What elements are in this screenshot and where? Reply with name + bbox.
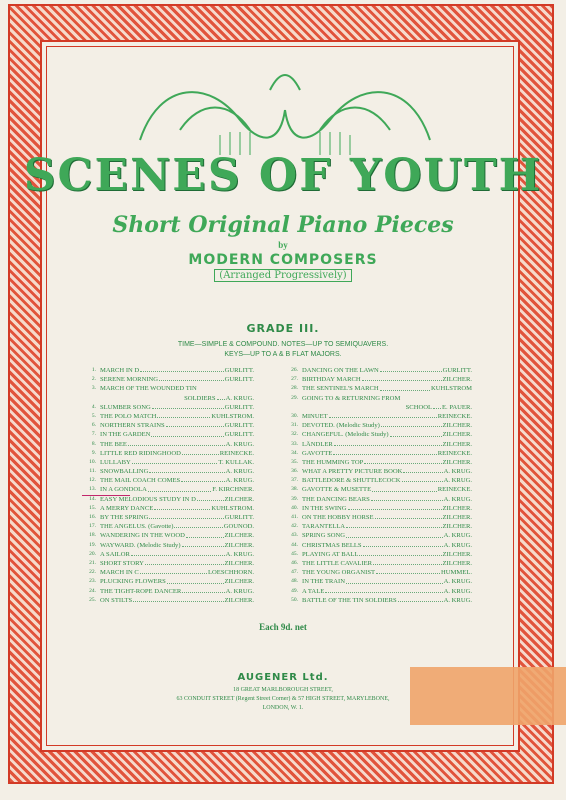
item-title-cont: SCHOOL: [405, 403, 433, 411]
item-title: NORTHERN STRAINS: [100, 422, 165, 430]
item-title: IN THE GARDEN: [100, 431, 151, 439]
grade-heading: GRADE III.: [246, 322, 320, 335]
item-composer: T. KULLAK.: [218, 458, 254, 466]
item-composer: A. KRUG.: [443, 596, 472, 604]
list-item: [284, 394, 472, 412]
item-number: 50.: [291, 596, 298, 603]
item-title: ON THE HOBBY HORSE: [302, 514, 374, 522]
item-title: GOING TO & RETURNING FROM: [302, 394, 401, 402]
item-number: 45.: [291, 550, 298, 557]
item-title: BY THE SPRING: [100, 514, 149, 522]
item-number: 27.: [291, 376, 298, 383]
list-item: [82, 559, 254, 568]
list-item: [82, 522, 254, 531]
page-title: SCENES OF YOUTH: [23, 150, 543, 201]
list-item: [82, 366, 254, 375]
list-item: [82, 458, 254, 467]
list-item: [82, 403, 254, 412]
grade-info-line2: KEYS—UP TO A & B FLAT MAJORS.: [224, 351, 342, 358]
item-title: IN THE SWING: [302, 504, 347, 512]
item-composer: REINECKE.: [219, 449, 254, 457]
item-title: IN THE TRAIN: [302, 578, 345, 586]
list-item: [82, 421, 254, 430]
item-title: MARCH IN D: [100, 367, 140, 374]
item-number: 34.: [291, 449, 298, 456]
item-number: 38.: [291, 486, 298, 493]
list-item: [284, 559, 472, 568]
item-title: A MERRY DANCE: [100, 504, 154, 512]
item-number: 19.: [89, 541, 96, 548]
item-title: BATTLE OF THE TIN SOLDIERS: [302, 596, 397, 604]
item-composer: GURLITT.: [224, 514, 254, 522]
item-number: 6.: [91, 422, 96, 429]
item-title: THE HUMMING TOP: [302, 458, 364, 466]
item-number: 24.: [89, 587, 96, 594]
item-composer: A. KRUG.: [443, 541, 472, 549]
item-number: 17.: [89, 523, 96, 530]
item-number: 10.: [89, 458, 96, 465]
item-number: 25.: [89, 596, 96, 603]
arranged-label: (Arranged Progressively): [0, 270, 566, 281]
item-composer: REINECKE.: [437, 449, 472, 457]
list-item: [82, 568, 254, 577]
list-item: [284, 440, 472, 449]
list-item: [82, 440, 254, 449]
item-composer: A. KRUG.: [443, 587, 472, 595]
item-composer: ZILCHER.: [442, 514, 472, 522]
item-number: 42.: [291, 523, 298, 530]
list-item: [82, 430, 254, 439]
item-composer: ZILCHER.: [442, 458, 472, 466]
list-item: [82, 541, 254, 550]
item-composer: ZILCHER.: [224, 541, 254, 549]
item-composer: A. KRUG.: [225, 477, 254, 485]
item-title: SHORT STORY: [100, 559, 144, 567]
item-composer: ZILCHER.: [442, 550, 472, 558]
item-number: 18.: [89, 532, 96, 539]
item-number: 28.: [291, 385, 298, 392]
item-number: 20.: [89, 550, 96, 557]
item-title: CHANGEFUL. (Melodic Study): [302, 431, 389, 439]
item-number: 5.: [91, 412, 96, 419]
item-number: 21.: [89, 559, 96, 566]
item-number: 9.: [91, 449, 96, 456]
list-item: [284, 458, 472, 467]
item-composer: GURLITT.: [224, 376, 254, 384]
item-number: 33.: [291, 440, 298, 447]
piece-list-right: [284, 366, 472, 605]
item-number: 8.: [91, 440, 96, 447]
item-composer: ZILCHER.: [224, 495, 254, 503]
list-item: [82, 384, 254, 402]
item-composer: ZILCHER.: [442, 376, 472, 384]
item-title: TARANTELLA: [302, 523, 346, 531]
list-item: [284, 449, 472, 458]
publisher-name: AUGENER Ltd.: [237, 672, 329, 683]
item-number: 36.: [291, 468, 298, 475]
item-composer: GOUNOD.: [223, 523, 254, 531]
item-title-cont: SOLDIERS: [184, 394, 216, 402]
list-item: [82, 495, 254, 504]
list-item: [284, 375, 472, 384]
list-item: [82, 513, 254, 522]
price: Each 9d. net: [259, 622, 307, 632]
item-number: 46.: [291, 559, 298, 566]
grade-info: [0, 340, 566, 360]
item-composer: ZILCHER.: [442, 559, 472, 567]
item-title: MARCH IN C: [100, 569, 139, 577]
subtitle: Short Original Piano Pieces: [112, 212, 454, 238]
item-title: SPRING SONG: [302, 532, 346, 540]
list-item: [284, 568, 472, 577]
item-number: 16.: [89, 514, 96, 521]
item-number: 12.: [89, 477, 96, 484]
item-composer: ZILCHER.: [224, 578, 254, 586]
item-composer: KUHLSTROM.: [211, 504, 254, 512]
item-number: 23.: [89, 578, 96, 585]
list-item: [284, 467, 472, 476]
item-title: THE LITTLE CAVALIER: [302, 559, 373, 567]
item-number: 43.: [291, 532, 298, 539]
list-item: [284, 421, 472, 430]
list-item: [82, 596, 254, 605]
item-title: LÄNDLER: [302, 440, 333, 448]
item-composer: GURLITT.: [442, 367, 472, 374]
item-title: WAYWARD. (Melodic Study): [100, 541, 181, 549]
item-number: 11.: [89, 468, 96, 475]
item-composer: A. KRUG.: [443, 532, 472, 540]
item-composer: ZILCHER.: [442, 504, 472, 512]
item-number: 22.: [89, 569, 96, 576]
item-title: THE MAIL COACH COMES: [100, 477, 181, 485]
item-title: CHRISTMAS BELLS: [302, 541, 362, 549]
item-title: SERENE MORNING: [100, 376, 159, 384]
item-composer: A. KRUG.: [225, 468, 254, 476]
item-number: 41.: [291, 514, 298, 521]
item-title: A SAILOR: [100, 550, 130, 558]
item-title: MARCH OF THE WOUNDED TIN: [100, 385, 197, 393]
item-composer: ZILCHER.: [224, 596, 254, 604]
list-item: [284, 531, 472, 540]
item-title: DEVOTED. (Melodic Study): [302, 422, 380, 430]
item-composer: KUHLSTROM: [430, 385, 472, 393]
item-title: THE YOUNG ORGANIST: [302, 569, 376, 577]
list-item: [284, 430, 472, 439]
item-composer: ZILCHER.: [442, 523, 472, 531]
item-title: PLUCKING FLOWERS: [100, 578, 166, 586]
list-item: [284, 587, 472, 596]
item-title: THE TIGHT-ROPE DANCER: [100, 587, 182, 595]
item-number: 47.: [291, 569, 298, 576]
item-composer: HUMMEL.: [441, 569, 472, 577]
item-title: THE BEE: [100, 440, 127, 448]
list-item: [82, 375, 254, 384]
item-number: 32.: [291, 431, 298, 438]
item-composer: A. KRUG.: [443, 468, 472, 476]
item-composer: A. KRUG.: [225, 394, 254, 402]
list-item: [284, 596, 472, 605]
item-number: 7.: [91, 431, 96, 438]
item-title: LITTLE RED RIDINGHOOD: [100, 449, 181, 457]
item-number: 2.: [91, 376, 96, 383]
item-number: 14.: [89, 495, 96, 502]
item-composer: KUHLSTROM.: [211, 412, 254, 420]
item-title: A TALE: [302, 587, 325, 595]
item-title: IN A GONDOLA: [100, 486, 147, 494]
ornamental-scroll: [120, 60, 450, 160]
list-item: [284, 513, 472, 522]
item-composer: GURLITT.: [224, 367, 254, 374]
item-composer: GURLITT.: [224, 422, 254, 430]
item-composer: REINECKE.: [437, 486, 472, 494]
item-number: 13.: [89, 486, 96, 493]
list-item: [82, 485, 254, 494]
item-title: PLAYING AT BALL: [302, 550, 359, 558]
address-line2: 63 CONDUIT STREET (Regent Street Corner) & 57 HIGH STREET, MARYLEBONE,: [176, 696, 390, 702]
list-item: [284, 412, 472, 421]
item-title: GAVOTTE: [302, 449, 333, 457]
item-title: THE POLO MATCH: [100, 412, 157, 420]
list-item: [82, 531, 254, 540]
list-item: [284, 476, 472, 485]
item-composer: ZILCHER.: [442, 431, 472, 439]
item-composer: A. KRUG.: [443, 578, 472, 586]
item-composer: ZILCHER.: [224, 532, 254, 540]
item-composer: E. PAUER.: [442, 403, 472, 411]
item-number: 1.: [91, 367, 96, 373]
item-composer: GURLITT.: [224, 403, 254, 411]
item-composer: ZILCHER.: [224, 559, 254, 567]
item-number: 44.: [291, 541, 298, 548]
item-number: 30.: [291, 412, 298, 419]
list-item: [284, 384, 472, 393]
item-composer: A. KRUG.: [225, 587, 254, 595]
list-item: [82, 504, 254, 513]
list-item: [284, 504, 472, 513]
item-composer: REINECKE.: [437, 412, 472, 420]
item-composer: A. KRUG.: [443, 495, 472, 503]
item-number: 3.: [91, 385, 96, 392]
list-item: [284, 577, 472, 586]
item-title: GAVOTTE & MUSETTE: [302, 486, 372, 494]
item-title: THE ANGELUS. (Gavotte): [100, 523, 174, 531]
item-number: 15.: [89, 504, 96, 511]
item-composer: LOESCHHORN.: [208, 569, 254, 577]
list-item: [82, 476, 254, 485]
item-composer: F. KIRCHNER.: [212, 486, 254, 494]
item-title: THE SENTINEL'S MARCH: [302, 385, 379, 393]
item-number: 40.: [291, 504, 298, 511]
by-label: by: [278, 240, 288, 250]
list-item: [284, 366, 472, 375]
item-title: SNOWBALLING: [100, 468, 149, 476]
composers-label: MODERN COMPOSERS: [188, 252, 378, 268]
list-item: [284, 541, 472, 550]
item-title: WANDERING IN THE WOOD: [100, 532, 185, 540]
item-title: ON STILTS: [100, 596, 133, 604]
item-composer: A. KRUG.: [443, 477, 472, 485]
handwritten-underline: [82, 495, 130, 496]
item-composer: A. KRUG.: [225, 550, 254, 558]
item-number: 37.: [291, 477, 298, 484]
item-number: 26.: [291, 367, 298, 373]
grade-info-line1: TIME—SIMPLE & COMPOUND. NOTES—UP TO SEMIQUAVERS.: [177, 341, 389, 348]
item-title: BIRTHDAY MARCH: [302, 376, 361, 384]
item-number: 4.: [91, 403, 96, 410]
item-title: LULLABY: [100, 458, 131, 466]
item-number: 49.: [291, 587, 298, 594]
item-composer: GURLITT.: [224, 431, 254, 439]
item-number: 35.: [291, 458, 298, 465]
address-line3: LONDON, W. 1.: [262, 705, 304, 711]
item-title: SLUMBER SONG: [100, 403, 151, 411]
list-item: [284, 550, 472, 559]
item-composer: ZILCHER.: [442, 440, 472, 448]
item-number: 48.: [291, 578, 298, 585]
list-item: [82, 412, 254, 421]
list-item: [82, 467, 254, 476]
item-title: DANCING ON THE LAWN: [302, 367, 379, 374]
item-title: BATTLEDORE & SHUTTLECOCK: [302, 477, 401, 485]
list-item: [284, 485, 472, 494]
list-item: [82, 577, 254, 586]
item-title: THE DANCING BEARS: [302, 495, 370, 503]
item-number: 31.: [291, 422, 298, 429]
list-item: [284, 495, 472, 504]
item-title: WHAT A PRETTY PICTURE BOOK: [302, 468, 403, 476]
item-title: EASY MELODIOUS STUDY IN D: [100, 495, 196, 503]
list-item: [82, 449, 254, 458]
list-item: [284, 522, 472, 531]
sticker-label: [410, 667, 566, 725]
item-title: MINUET: [302, 412, 328, 420]
item-composer: ZILCHER.: [442, 422, 472, 430]
item-number: 39.: [291, 495, 298, 502]
list-item: [82, 587, 254, 596]
address-line1: 18 GREAT MARLBOROUGH STREET,: [233, 687, 333, 693]
list-item: [82, 550, 254, 559]
item-number: 29.: [291, 394, 298, 401]
piece-list-left: [82, 366, 254, 605]
item-composer: A. KRUG.: [225, 440, 254, 448]
